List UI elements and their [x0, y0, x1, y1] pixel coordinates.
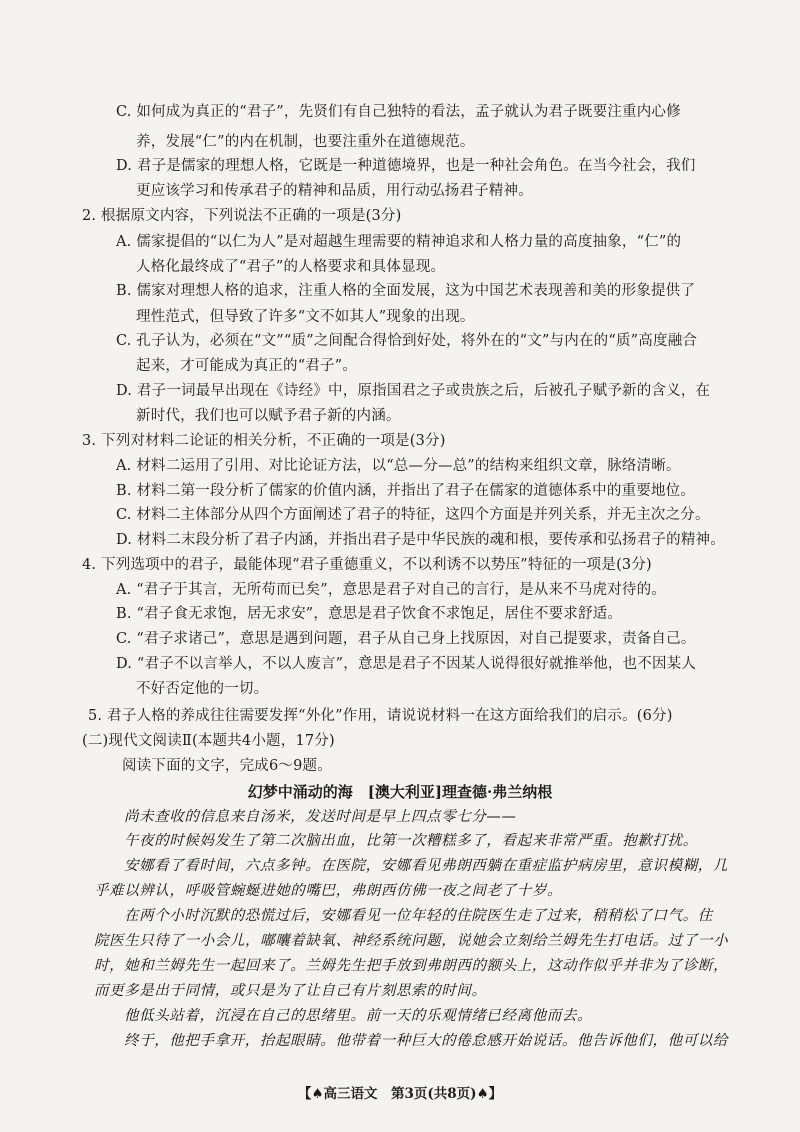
- passage-paragraph-1: 尚未查收的信息来自汤米，发送时间是早上四点零七分——: [124, 809, 517, 825]
- q4-option-d-line-1: D. “君子不以言举人，不以人废言”，意思是君子不因某人说得很好就推举他，也不因某人: [116, 656, 697, 672]
- passage-title: 幻梦中涌动的海 [澳大利亚]理查德·弗兰纳根: [247, 783, 553, 801]
- q3-option-d: D. 材料二末段分析了君子内涵，并指出君子是中华民族的魂和根，要传承和弘扬君子的精神。: [116, 532, 725, 548]
- q2-option-b-line-2: 理性范式，但导致了许多“文不如其人”现象的出现。: [136, 309, 475, 325]
- passage-paragraph-5: 他低头站着，沉浸在自己的思绪里。前一天的乐观情绪已经离他而去。: [124, 1008, 593, 1024]
- option-d-line-1: D. 君子是儒家的理想人格，它既是一种道德境界，也是一种社会角色。在当今社会，我们: [116, 158, 696, 174]
- q4-option-b: B. “君子食无求饱，居无求安”，意思是君子饮食不求饱足，居住不要求舒适。: [116, 606, 623, 622]
- q3-option-c: C. 材料二主体部分从四个方面阐述了君子的特征，这四个方面是并列关系，并无主次之分。: [116, 507, 710, 523]
- reading-instruction: 阅读下面的文字，完成6～9题。: [122, 758, 332, 774]
- passage-paragraph-2: 午夜的时候妈发生了第二次脑出血，比第一次糟糕多了，看起来非常严重。抱歉打扰。: [124, 833, 698, 849]
- q2-option-d-line-2: 新时代，我们也可以赋予君子新的内涵。: [136, 408, 401, 424]
- question-3: 3. 下列对材料二论证的相关分析，不正确的一项是(3分): [82, 433, 446, 449]
- passage-paragraph-3-line-1: 安娜看了看时间，六点多钟。在医院，安娜看见弗朗西躺在重症监护病房里，意识模糊，几: [124, 858, 728, 874]
- passage-paragraph-4-line-2: 院医生只待了一小会儿，嘟囔着缺氧、神经系统问题，说她会立刻给兰姆先生打电话。过了一小: [94, 933, 729, 949]
- q2-option-a-line-1: A. 儒家提倡的“以仁为人”是对超越生理需要的精神追求和人格力量的高度抽象，“仁”的: [116, 234, 682, 250]
- option-d-line-2: 更应该学习和传承君子的精神和品质，用行动弘扬君子精神。: [136, 183, 533, 199]
- q3-option-a: A. 材料二运用了引用、对比论证方法，以“总—分—总”的结构来组织文章，脉络清晰。: [116, 458, 681, 474]
- q4-option-c: C. “君子求诸己”，意思是遇到问题，君子从自己身上找原因，对自己提要求，责备自己。: [116, 631, 696, 647]
- q4-option-d-line-2: 不好否定他的一切。: [136, 681, 269, 697]
- q2-option-a-line-2: 人格化最终成了“君子”的人格要求和具体显现。: [136, 259, 446, 275]
- question-5: 5. 君子人格的养成往往需要发挥“外化”作用，请说说材料一在这方面给我们的启示。(6分): [88, 708, 673, 724]
- passage-paragraph-4-line-3: 时，她和兰姆先生一起回来了。兰姆先生把手放到弗朗西的额头上，这动作似乎并非为了诊断，: [94, 958, 729, 974]
- q2-option-d-line-1: D. 君子一词最早出现在《诗经》中，原指国君之子或贵族之后，后被孔子赋予新的含义，在: [116, 383, 711, 399]
- q2-option-c-line-2: 起来，才可能成为真正的“君子”。: [136, 358, 358, 374]
- page-footer: 【♠高三语文 第3页(共8页)♠】: [297, 1086, 503, 1102]
- passage-paragraph-3-line-2: 乎难以辨认，呼吸管蜿蜒进她的嘴巴，弗朗西仿佛一夜之间老了十岁。: [94, 883, 563, 899]
- passage-paragraph-6: 终于，他把手拿开，抬起眼睛。他带着一种巨大的倦怠感开始说话。他告诉他们，他可以给: [124, 1033, 728, 1049]
- q3-option-b: B. 材料二第一段分析了儒家的价值内涵，并指出了君子在儒家的道德体系中的重要地位。: [116, 483, 696, 499]
- option-c-line-1: C. 如何成为真正的“君子”，先贤们有自己独特的看法，孟子就认为君子既要注重内心修: [116, 104, 681, 120]
- q2-option-b-line-1: B. 儒家对理想人格的追求，注重人格的全面发展，这为中国艺术表现善和美的形象提供了: [116, 283, 696, 299]
- option-c-line-2: 养，发展“仁”的内在机制，也要注重外在道德规范。: [136, 134, 475, 150]
- q4-option-a: A. “君子于其言，无所苟而已矣”，意思是君子对自己的言行，是从来不马虎对待的。: [116, 582, 667, 598]
- passage-paragraph-4-line-1: 在两个小时沉默的恐慌过后，安娜看见一位年轻的住院医生走了过来，稍稍松了口气。住: [124, 908, 713, 924]
- q2-option-c-line-1: C. 孔子认为，必须在“文”“质”之间配合得恰到好处，将外在的“文”与内在的“质”高度融合: [116, 333, 698, 349]
- question-4: 4. 下列选项中的君子，最能体现“君子重德重义，不以利诱不以势压”特征的一项是(3分): [82, 557, 652, 573]
- question-2: 2. 根据原文内容，下列说法不正确的一项是(3分): [82, 208, 402, 224]
- passage-paragraph-4-line-4: 而更多是出于同情，或只是为了让自己有片刻思索的时间。: [94, 983, 487, 999]
- section-heading: (二)现代文阅读Ⅱ(本题共4小题，17分): [82, 733, 335, 749]
